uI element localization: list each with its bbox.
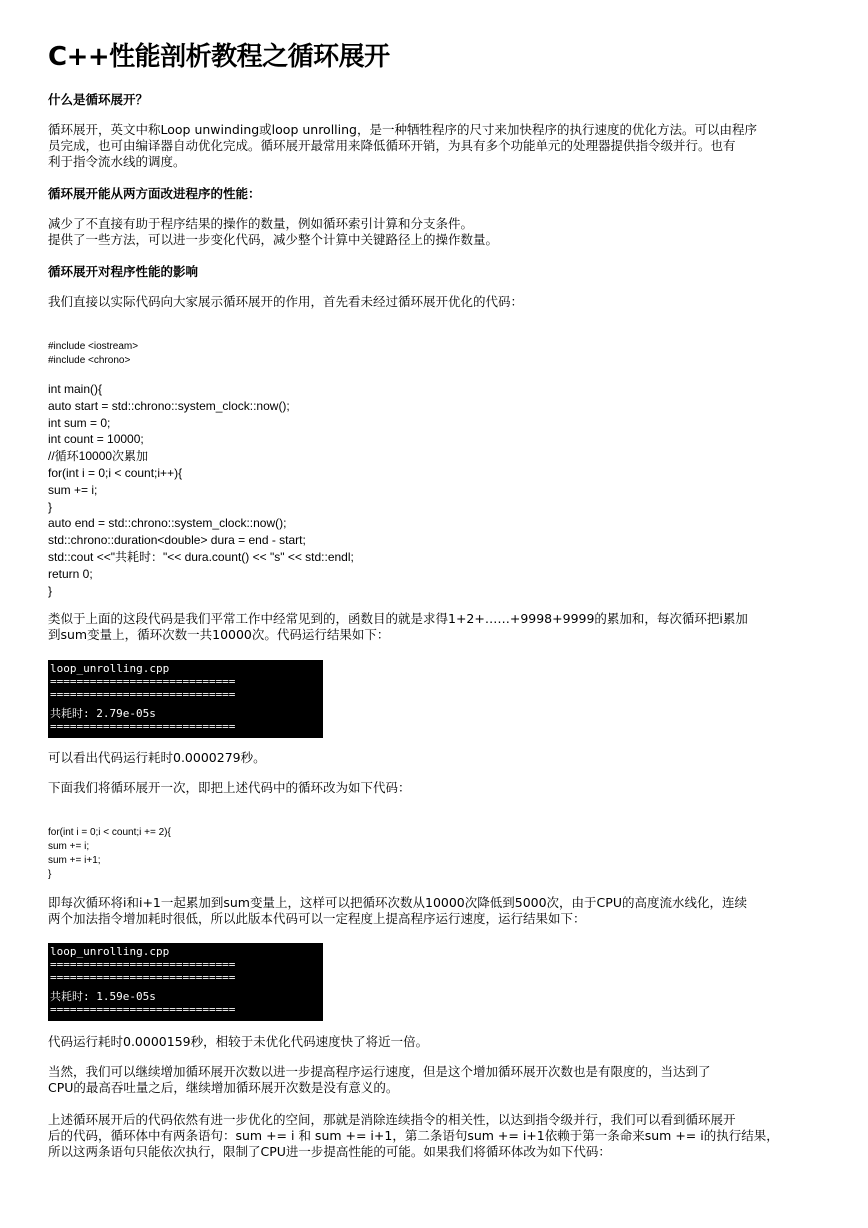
section-heading-impact: 循环展开对程序性能的影响	[48, 264, 199, 279]
terminal-line: loop_unrolling.cpp	[50, 945, 170, 958]
section-heading-benefits: 循环展开能从两方面改进程序的性能：	[48, 186, 261, 201]
code-line: }	[48, 869, 52, 880]
code-line: #include <iostream>	[48, 341, 139, 352]
code-line: }	[48, 499, 53, 514]
section-heading-what-is: 什么是循环展开？	[48, 92, 149, 107]
code-line: int main(){	[48, 382, 103, 396]
text-line: 利于指令流水线的调度。	[48, 154, 186, 169]
page-title: C++性能剖析教程之循环展开	[48, 42, 390, 72]
terminal-line: ============================	[50, 688, 236, 701]
code-block-includes	[48, 340, 823, 368]
code-line: int count = 10000;	[48, 432, 144, 447]
terminal-line: ============================	[50, 675, 236, 688]
terminal-line: ============================	[50, 958, 236, 971]
code-line: #include <chrono>	[48, 355, 131, 366]
code-line: sum += i+1;	[48, 855, 101, 866]
paragraph-benefits	[48, 216, 823, 248]
paragraph-impact-intro: 我们直接以实际代码向大家展示循环展开的作用，首先看未经过循环展开优化的代码：	[48, 294, 524, 309]
paragraph-more-unrolling	[48, 1064, 823, 1096]
code-line: //循环10000次累加	[48, 449, 149, 464]
paragraph-instruction-dependency	[48, 1112, 823, 1160]
terminal-output-original	[48, 660, 323, 738]
code-line: }	[48, 583, 53, 598]
terminal-line: ============================	[50, 1003, 236, 1016]
paragraph-unroll-explanation	[48, 895, 823, 927]
paragraph-time-unrolled: 代码运行耗时0.0000159秒，相较于未优化代码速度快了将近一倍。	[48, 1034, 429, 1049]
text-line: 后的代码，循环体中有两条语句：sum += i 和 sum += i+1，第二条语句sum += i+1依赖于第一条命来sum += i的执行结果，	[48, 1128, 779, 1143]
paragraph-time-original: 可以看出代码运行耗时0.0000279秒。	[48, 750, 266, 765]
code-line: sum += i;	[48, 482, 98, 497]
text-line: 提供了一些方法，可以进一步变化代码，减少整个计算中关键路径上的操作数量。	[48, 232, 499, 247]
text-line: 类似于上面的这段代码是我们平常工作中经常见到的，函数目的就是求得1+2+……+9998+9999的累加和，每次循环把i累加	[48, 611, 748, 626]
terminal-line: ============================	[50, 720, 236, 733]
text-line: 当然，我们可以继续增加循环展开次数以进一步提高程序运行速度，但是这个增加循环展开次数也是有限度的，当达到了	[48, 1064, 711, 1079]
terminal-output-unrolled	[48, 943, 323, 1021]
code-line: auto start = std::chrono::system_clock::now();	[48, 398, 290, 413]
text-line: 所以这两条语句只能依次执行，限制了CPU进一步提高性能的可能。如果我们将循环体改为如下代码：	[48, 1144, 611, 1159]
code-line: for(int i = 0;i < count;i++){	[48, 465, 183, 480]
paragraph-definition	[48, 122, 823, 170]
text-line: 上述循环展开后的代码依然有进一步优化的空间，那就是消除连续指令的相关性，以达到指令级并行，我们可以看到循环展开	[48, 1112, 736, 1127]
code-line: sum += i;	[48, 841, 90, 852]
text-line: 员完成，也可由编译器自动优化完成。循环展开最常用来降低循环开销，为具有多个功能单元的处理器提供指令级并行。也有	[48, 138, 736, 153]
text-line: 减少了不直接有助于程序结果的操作的数量，例如循环索引计算和分支条件。	[48, 216, 474, 231]
terminal-line: 共耗时: 2.79e-05s	[50, 707, 156, 720]
text-line: 即每次循环将i和i+1一起累加到sum变量上，这样可以把循环次数从10000次降低到5000次，由于CPU的高度流水线化，连续	[48, 895, 747, 910]
code-block-unrolled	[48, 826, 823, 882]
code-line: for(int i = 0;i < count;i += 2){	[48, 827, 171, 838]
text-line: 两个加法指令增加耗时很低，所以此版本代码可以一定程度上提高程序运行速度，运行结果如下：	[48, 911, 586, 926]
code-line: auto end = std::chrono::system_clock::now();	[48, 516, 287, 531]
terminal-line: ============================	[50, 971, 236, 984]
code-line: std::cout <<"共耗时："<< dura.count() << "s" << std::endl;	[48, 549, 354, 564]
paragraph-code-explanation	[48, 611, 823, 643]
code-line: int sum = 0;	[48, 415, 111, 430]
code-block-original	[48, 381, 823, 599]
terminal-line: loop_unrolling.cpp	[50, 662, 170, 675]
text-line: CPU的最高吞吐量之后，继续增加循环展开次数是没有意义的。	[48, 1080, 399, 1095]
text-line: 到sum变量上，循环次数一共10000次。代码运行结果如下：	[48, 627, 390, 642]
terminal-line: 共耗时: 1.59e-05s	[50, 990, 156, 1003]
code-line: return 0;	[48, 566, 93, 581]
text-line: 循环展开，英文中称Loop unwinding或loop unrolling，是一种牺牲程序的尺寸来加快程序的执行速度的优化方法。可以由程序	[48, 122, 757, 137]
code-line: std::chrono::duration<double> dura = end - start;	[48, 533, 306, 548]
paragraph-unroll-intro: 下面我们将循环展开一次，即把上述代码中的循环改为如下代码：	[48, 780, 411, 795]
